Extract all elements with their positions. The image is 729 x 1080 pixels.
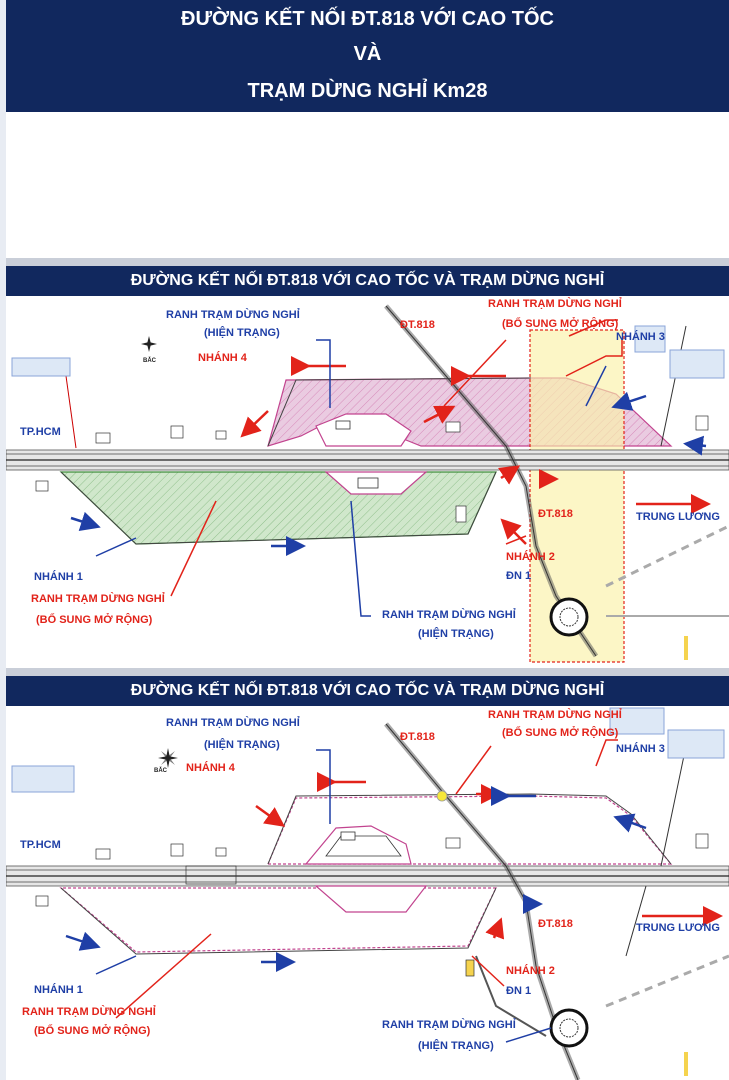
label-nhanh-4-b: NHÁNH 4	[186, 762, 235, 774]
label-ranh-ext-bottom-2-b: (BỔ SUNG MỞ RỘNG)	[34, 1025, 151, 1037]
label-nhanh-4: NHÁNH 4	[198, 352, 247, 364]
label-nhanh-1: NHÁNH 1	[34, 571, 83, 583]
site-plan-2	[6, 706, 729, 1080]
note-box-right	[670, 350, 724, 378]
label-dn-1-b: ĐN 1	[506, 985, 532, 997]
label-nhanh-1-b: NHÁNH 1	[34, 984, 83, 996]
note-box-left-2	[12, 766, 74, 792]
label-dt818-bottom: ĐT.818	[538, 508, 573, 520]
label-ranh-ext-bottom-1-b: RANH TRẠM DỪNG NGHỈ	[22, 1006, 156, 1018]
label-ranh-ext-top-2-b: (BỔ SUNG MỞ RỘNG)	[502, 727, 619, 739]
label-tphcm-b: TP.HCM	[20, 839, 61, 851]
north-compass-icon-2	[154, 748, 178, 774]
label-ranh-current-bottom-2: (HIỆN TRẠNG)	[418, 628, 494, 640]
note-box-right-2	[668, 730, 724, 758]
label-ranh-current-bottom-1-b: RANH TRẠM DỪNG NGHỈ	[382, 1019, 516, 1031]
site-plan-1	[6, 296, 729, 668]
label-trung-luong-b: TRUNG LƯƠNG	[636, 922, 720, 934]
label-ranh-ext-top-2: (BỔ SUNG MỞ RỘNG)	[502, 318, 619, 330]
panel-1-title: ĐƯỜNG KẾT NỐI ĐT.818 VỚI CAO TỐC VÀ TRẠM DỪNG NGHỈ	[6, 266, 729, 296]
north-compass-icon	[141, 336, 157, 364]
label-ranh-ext-bottom-1: RANH TRẠM DỪNG NGHỈ	[31, 593, 165, 605]
label-nhanh-3-b: NHÁNH 3	[616, 743, 665, 755]
map-panel-1	[6, 266, 729, 668]
south-rest-area-outline	[61, 888, 496, 952]
label-nhanh-2-b: NHÁNH 2	[506, 965, 555, 977]
banner-line-3: TRẠM DỪNG NGHỈ Km28	[247, 80, 488, 102]
banner-line-2: VÀ	[353, 43, 382, 65]
page-banner	[6, 0, 729, 112]
label-ranh-current-2-b: (HIỆN TRẠNG)	[204, 739, 280, 751]
label-ranh-current-1: RANH TRẠM DỪNG NGHỈ	[166, 309, 300, 321]
label-ranh-ext-bottom-2: (BỔ SUNG MỞ RỘNG)	[36, 614, 153, 626]
label-nhanh-2: NHÁNH 2	[506, 551, 555, 563]
panel-2-title: ĐƯỜNG KẾT NỐI ĐT.818 VỚI CAO TỐC VÀ TRẠM DỪNG NGHỈ	[6, 676, 729, 706]
label-ranh-ext-top-1-b: RANH TRẠM DỪNG NGHỈ	[488, 709, 622, 721]
label-dt818-bottom-b: ĐT.818	[538, 918, 573, 930]
label-ranh-current-bottom-2-b: (HIỆN TRẠNG)	[418, 1040, 494, 1052]
label-tphcm: TP.HCM	[20, 426, 61, 438]
note-box-left	[12, 358, 70, 376]
label-dn-1: ĐN 1	[506, 570, 532, 582]
junction-marker	[437, 791, 447, 801]
compass-label-2: BẮC	[154, 768, 167, 774]
label-nhanh-3: NHÁNH 3	[616, 331, 665, 343]
label-dt818-top-b: ĐT.818	[400, 731, 435, 743]
label-dt818-top: ĐT.818	[400, 319, 435, 331]
label-trung-luong: TRUNG LƯƠNG	[636, 511, 720, 523]
label-ranh-current-2: (HIỆN TRẠNG)	[204, 327, 280, 339]
label-ranh-ext-top-1: RANH TRẠM DỪNG NGHỈ	[488, 298, 622, 310]
compass-label: BẮC	[143, 358, 156, 364]
banner-line-1: ĐƯỜNG KẾT NỐI ĐT.818 VỚI CAO TỐC	[181, 8, 554, 30]
label-ranh-current-1-b: RANH TRẠM DỪNG NGHỈ	[166, 717, 300, 729]
label-ranh-current-bottom-1: RANH TRẠM DỪNG NGHỈ	[382, 609, 516, 621]
map-panel-2	[6, 676, 729, 1080]
